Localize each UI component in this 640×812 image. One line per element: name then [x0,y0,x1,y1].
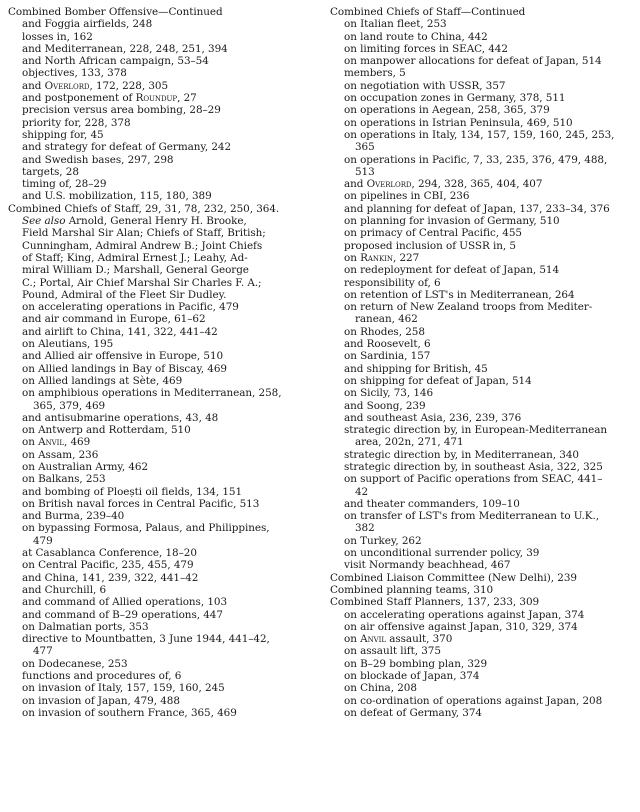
index-subentry [8,215,310,227]
index-subentry [8,621,310,633]
entry-text: on planning for invasion of Germany, 510 [344,215,560,228]
entry-text: on British naval forces in Central Pacific, 513 [22,497,260,510]
entry-text: on [344,633,361,646]
index-heading-entry [330,572,632,584]
entry-text: and Burma, 239–40 [22,510,125,523]
index-subentry [8,240,310,252]
entry-text: on pipelines in CBI, 236 [344,190,470,203]
index-subentry [8,449,310,461]
index-subentry [8,535,310,547]
operation-codename: Roundup [135,92,178,105]
index-subentry [330,670,632,682]
entry-text: on invasion of Japan, 479, 488 [22,694,180,707]
index-subentry [8,412,310,424]
entry-text: on [22,436,39,449]
entry-text: on Sicily, 73, 146 [344,387,434,400]
entry-text: on blockade of Japan, 374 [344,670,480,683]
entry-text: 513 [355,165,375,178]
entry-text: C.; Portal, Air Chief Marshal Sir Charles F. A.; [22,276,262,289]
entry-text: on manpower allocations for defeat of Japan, 514 [344,55,602,68]
entry-text: on shipping for defeat of Japan, 514 [344,374,532,387]
cross-reference-label: See also [22,215,66,228]
index-subentry [330,535,632,547]
entry-text: Combined Chiefs of Staff, 29, 31, 78, 232, 250, 364. [8,202,280,215]
operation-codename: Anvil [360,633,386,646]
entry-text: on operations in Istrian Peninsula, 469, 510 [344,116,573,129]
index-subentry [8,154,310,166]
entry-text: and Swedish bases, 297, 298 [22,153,174,166]
index-subentry [8,486,310,498]
index-subentry [8,92,310,104]
entry-text: on Dalmatian ports, 353 [22,620,149,633]
index-subentry [330,313,632,325]
index-subentry [330,387,632,399]
index-subentry [330,190,632,202]
entry-text: and [344,178,367,191]
entry-text: 477 [33,645,53,658]
index-subentry [330,18,632,30]
index-subentry [8,682,310,694]
index-subentry [330,252,632,264]
index-subentry [8,670,310,682]
index-subentry [8,375,310,387]
entry-text: on China, 208 [344,682,417,695]
entry-text: responsibility of, 6 [344,276,441,289]
entry-text: on Turkey, 262 [344,534,422,547]
entry-text: on unconditional surrender policy, 39 [344,547,540,560]
index-subentry [330,436,632,448]
index-subentry [8,129,310,141]
entry-text: and postponement of [22,92,136,105]
index-subentry [330,621,632,633]
entry-text: shipping for, 45 [22,128,104,141]
index-subentry [8,658,310,670]
entry-text: and antisubmarine operations, 43, 48 [22,411,219,424]
entry-text: members, 5 [344,67,406,80]
entry-text: on retention of LST's in Mediterranean, 264 [344,288,575,301]
entry-text: , 469 [63,436,91,449]
index-subentry [8,227,310,239]
entry-text: on transfer of LST's from Mediterranean to U.K., [344,510,600,523]
entry-text: on Italian fleet, 253 [344,18,447,31]
index-subentry [330,559,632,571]
index-subentry [330,326,632,338]
index-subentry [330,227,632,239]
index-subentry [8,707,310,719]
entry-text: precision versus area bombing, 28–29 [22,104,221,117]
entry-text: Field Marshal Sir Alan; Chiefs of Staff, British; [22,227,266,240]
entry-text: on amphibious operations in Mediterranean, 258, [22,387,282,400]
entry-text: on operations in Italy, 134, 157, 159, 160, 245, 253, [344,128,615,141]
index-heading-entry [330,584,632,596]
index-subentry [8,18,310,30]
entry-text: on occupation zones in Germany, 378, 511 [344,92,566,105]
entry-text: on return of New Zealand troops from Mediter- [344,301,593,314]
entry-text: on accelerating operations in Pacific, 479 [22,301,239,314]
index-subentry [8,522,310,534]
entry-text: at Casablanca Conference, 18–20 [22,547,197,560]
index-subentry [8,43,310,55]
index-heading-entry [8,203,310,215]
index-subentry [330,31,632,43]
index-subentry [330,633,632,645]
entry-text: Arnold, General Henry H. Brooke, [65,215,247,228]
index-heading-entry [8,6,310,18]
index-subentry [8,313,310,325]
entry-text: on Allied landings in Bay of Biscay, 469 [22,362,227,375]
index-subentry [8,695,310,707]
entry-text: and China, 141, 239, 322, 441–42 [22,571,199,584]
index-subentry [8,55,310,67]
entry-text: assault, 370 [385,633,453,646]
index-subentry [8,350,310,362]
entry-text: on Sardinia, 157 [344,350,431,363]
index-subentry [8,117,310,129]
index-subentry [330,289,632,301]
index-subentry [8,277,310,289]
entry-text: Cunningham, Admiral Andrew B.; Joint Chiefs [22,239,263,252]
entry-text: , 27 [177,92,197,105]
entry-text: and [22,79,45,92]
entry-text: on assault lift, 375 [344,645,441,658]
index-subentry [8,436,310,448]
entry-text: on Australian Army, 462 [22,460,149,473]
entry-text: 365 [355,141,375,154]
index-subentry [330,473,632,485]
entry-text: on Central Pacific, 235, 455, 479 [22,559,194,572]
entry-text: and command of B–29 operations, 447 [22,608,223,621]
index-subentry [330,178,632,190]
entry-text: on [344,251,361,264]
entry-text: on Assam, 236 [22,448,99,461]
entry-text: on negotiation with USSR, 357 [344,79,506,92]
index-subentry [330,510,632,522]
index-subentry [8,461,310,473]
entry-text: strategic direction by, in southeast Asia, 322, 325 [344,460,603,473]
entry-text: priority for, 228, 378 [22,116,131,129]
entry-text: visit Normandy beachhead, 467 [344,559,511,572]
entry-text: functions and procedures of, 6 [22,670,182,683]
entry-text: and Allied air offensive in Europe, 510 [22,350,224,363]
entry-text: Combined Chiefs of Staff—Continued [330,6,526,18]
operation-codename: Overlord [366,178,412,191]
entry-text: area, 202n, 271, 471 [355,436,464,449]
index-subentry [330,301,632,313]
entry-text: on invasion of Italy, 157, 159, 160, 245 [22,682,225,695]
entry-text: and airlift to China, 141, 322, 441–42 [22,325,218,338]
entry-text: , 227 [392,251,420,264]
entry-text: miral William D.; Marshall, General George [22,264,249,277]
entry-text: on primacy of Central Pacific, 455 [344,227,522,240]
index-subentry [330,375,632,387]
entry-text: Pound, Admiral of the Fleet Sir Dudley. [22,288,227,301]
index-subentry [330,522,632,534]
entry-text: and U.S. mobilization, 115, 180, 389 [22,190,212,203]
entry-text: targets, 28 [22,165,79,178]
entry-text: proposed inclusion of USSR in, 5 [344,239,516,252]
entry-text: on Allied landings at Sète, 469 [22,374,183,387]
index-subentry [8,31,310,43]
entry-text: on co-ordination of operations against Japan, 208 [344,694,603,707]
index-column-right [330,6,632,812]
index-subentry [8,559,310,571]
index-subentry [330,486,632,498]
entry-text: and Mediterranean, 228, 248, 251, 394 [22,42,228,55]
entry-text: strategic direction by, in Mediterranean, 340 [344,448,579,461]
index-subentry [8,301,310,313]
operation-codename: Overlord [44,79,90,92]
entry-text: of Staff; King, Admiral Ernest J.; Leahy, Ad- [22,251,248,264]
entry-text: on operations in Pacific, 7, 33, 235, 376, 479, 488, [344,153,608,166]
index-subentry [330,412,632,424]
index-subentry [330,658,632,670]
entry-text: on redeployment for defeat of Japan, 514 [344,264,560,277]
index-subentry [330,215,632,227]
index-subentry [330,400,632,412]
index-subentry [330,363,632,375]
index-subentry [8,67,310,79]
index-subentry [330,92,632,104]
index-subentry [8,166,310,178]
index-subentry [8,80,310,92]
entry-text: and command of Allied operations, 103 [22,596,228,609]
entry-text: ranean, 462 [355,313,418,326]
index-subentry [8,473,310,485]
index-column-left [8,6,310,812]
index-subentry [330,338,632,350]
index-subentry [8,584,310,596]
entry-text: on accelerating operations against Japan, 374 [344,608,585,621]
entry-text: Combined Liaison Committee (New Delhi), 239 [330,571,577,584]
entry-text: directive to Mountbatten, 3 June 1944, 441–42, [22,633,270,646]
index-subentry [330,104,632,116]
entry-text: and theater commanders, 109–10 [344,497,520,510]
index-subentry [8,572,310,584]
entry-text: on operations in Aegean, 258, 365, 379 [344,104,550,117]
index-subentry [8,547,310,559]
entry-text: and bombing of Ploești oil fields, 134, 151 [22,485,243,498]
entry-text: on Antwerp and Rotterdam, 510 [22,424,191,437]
entry-text: and shipping for British, 45 [344,362,488,375]
entry-text: and Soong, 239 [344,399,426,412]
entry-text: on support of Pacific operations from SEAC, 441– [344,473,603,486]
index-subentry [330,117,632,129]
index-subentry [330,461,632,473]
entry-text: and Foggia airfields, 248 [22,18,153,31]
entry-text: 382 [355,522,375,535]
index-subentry [8,510,310,522]
entry-text: on bypassing Formosa, Palaus, and Philippines, [22,522,270,535]
index-subentry [330,645,632,657]
entry-text: Combined Bomber Offensive—Continued [8,6,223,18]
entry-text: and North African campaign, 53–54 [22,55,209,68]
index-subentry [8,289,310,301]
index-subentry [8,633,310,645]
entry-text: Combined planning teams, 310 [330,583,494,596]
entry-text: on Balkans, 253 [22,473,106,486]
entry-text: on land route to China, 442 [344,30,488,43]
index-subentry [330,264,632,276]
index-subentry [8,252,310,264]
entry-text: 365, 379, 469 [33,399,106,412]
entry-text: and planning for defeat of Japan, 137, 233–34, 376 [344,202,610,215]
index-subentry [330,166,632,178]
index-subentry [330,498,632,510]
entry-text: on air offensive against Japan, 310, 329, 374 [344,620,578,633]
index-subentry [8,104,310,116]
entry-text: on B–29 bombing plan, 329 [344,657,488,670]
entry-text: 479 [33,534,53,547]
index-subentry [8,609,310,621]
index-subentry [8,498,310,510]
index-subentry [330,67,632,79]
entry-text: on defeat of Germany, 374 [344,706,482,719]
index-subentry [8,338,310,350]
entry-text: and air command in Europe, 61–62 [22,313,206,326]
index-subentry [330,424,632,436]
entry-text: and Roosevelt, 6 [344,338,431,351]
index-subentry [330,609,632,621]
index-subentry [330,55,632,67]
entry-text: on Dodecanese, 253 [22,657,128,670]
index-subentry [8,178,310,190]
entry-text: and southeast Asia, 236, 239, 376 [344,411,522,424]
index-subentry [330,240,632,252]
entry-text: and strategy for defeat of Germany, 242 [22,141,232,154]
index-subentry [330,547,632,559]
operation-codename: Rankin [360,251,393,264]
index-subentry [8,596,310,608]
index-subentry [330,682,632,694]
entry-text: , 294, 328, 365, 404, 407 [411,178,543,191]
entry-text: on Rhodes, 258 [344,325,425,338]
entry-text: on Aleutians, 195 [22,338,114,351]
index-subentry [330,449,632,461]
index-heading-entry [330,6,632,18]
index-subentry [330,277,632,289]
index-subentry [8,645,310,657]
entry-text: timing of, 28–29 [22,178,107,191]
entry-text: and Churchill, 6 [22,583,107,596]
index-subentry [8,190,310,202]
index-subentry [330,141,632,153]
index-subentry [8,387,310,399]
index-subentry [330,695,632,707]
index-subentry [8,141,310,153]
index-subentry [330,80,632,92]
entry-text: 42 [355,485,369,498]
entry-text: Combined Staff Planners, 137, 233, 309 [330,596,540,609]
entry-text: losses in, 162 [22,30,93,43]
entry-text: , 172, 228, 305 [89,79,169,92]
entry-text: strategic direction by, in European-Mediterranean [344,424,608,437]
index-subentry [330,350,632,362]
index-subentry [8,326,310,338]
index-subentry [8,400,310,412]
index-subentry [330,203,632,215]
index-heading-entry [330,596,632,608]
index-subentry [330,129,632,141]
entry-text: on invasion of southern France, 365, 469 [22,706,237,719]
index-subentry [8,264,310,276]
entry-text: on limiting forces in SEAC, 442 [344,42,508,55]
index-subentry [8,363,310,375]
index-subentry [330,707,632,719]
index-subentry [330,43,632,55]
index-subentry [8,424,310,436]
operation-codename: Anvil [38,436,64,449]
entry-text: objectives, 133, 378 [22,67,127,80]
index-subentry [330,154,632,166]
